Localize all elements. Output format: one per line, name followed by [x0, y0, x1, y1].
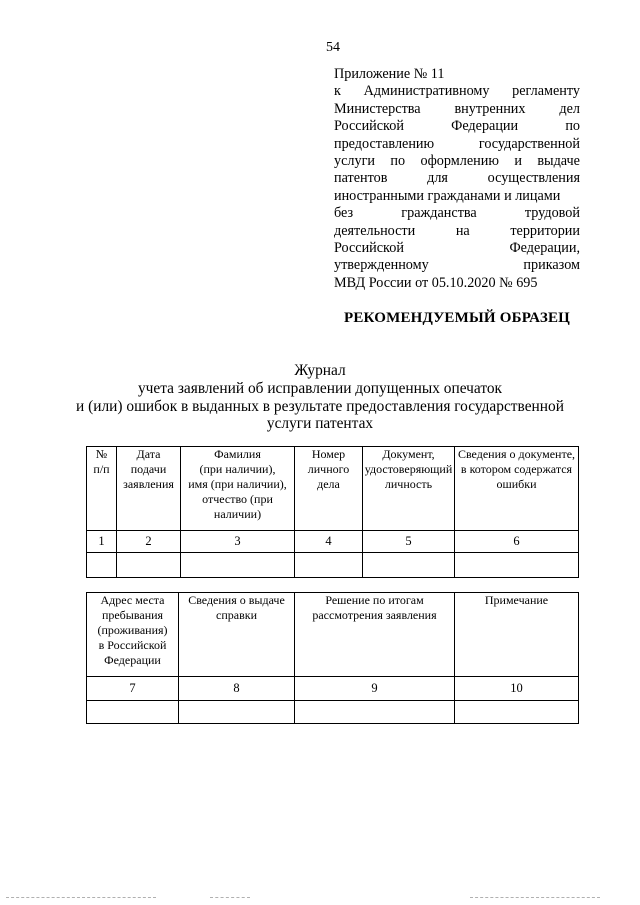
table-header-row: [87, 447, 579, 531]
appendix-line: [334, 223, 580, 240]
header-cell-note: Примечание: [455, 593, 579, 677]
word: государственной: [478, 135, 580, 152]
column-number: 10: [455, 677, 579, 701]
appendix-line: [334, 101, 580, 118]
empty-cell: [455, 701, 579, 724]
appendix-line: [334, 153, 580, 170]
word: осуществления: [487, 170, 580, 187]
journal-title-line: Журнал: [294, 362, 346, 379]
empty-cell: [179, 701, 295, 724]
word: Российской: [334, 118, 404, 135]
word: к: [334, 83, 341, 100]
appendix-line: [334, 83, 580, 100]
table-row: [87, 553, 579, 578]
word: дел: [559, 100, 580, 117]
word: Российской: [334, 240, 404, 257]
empty-cell: [117, 553, 181, 578]
journal-table-part-1: [86, 446, 579, 578]
word: для: [427, 170, 448, 187]
appendix-approval: МВД России от 05.10.2020 № 695: [334, 274, 538, 291]
empty-cell: [87, 553, 117, 578]
word: гражданства: [401, 205, 477, 222]
column-number: 1: [87, 531, 117, 553]
empty-cell: [363, 553, 455, 578]
empty-cell: [295, 553, 363, 578]
word: приказом: [523, 257, 580, 274]
column-number: 3: [181, 531, 295, 553]
column-number: 6: [455, 531, 579, 553]
appendix-line: [334, 136, 580, 153]
column-number: 2: [117, 531, 181, 553]
column-number-row: [87, 677, 579, 701]
journal-table-part-2: [86, 592, 579, 724]
journal-title-line: услуги патентах: [266, 415, 374, 433]
word: трудовой: [524, 205, 580, 222]
word: и: [514, 153, 522, 170]
appendix-line: [334, 257, 580, 274]
column-number-row: [87, 531, 579, 553]
word: Административному: [363, 83, 490, 100]
word: регламенту: [512, 83, 580, 100]
word: оформлению: [420, 153, 499, 170]
word: территории: [510, 222, 580, 239]
header-cell-erroneous-document: Сведения о документе, в котором содержатся ошибки: [455, 447, 579, 531]
word: Министерства: [334, 100, 421, 117]
header-cell-application-date: Дата подачи заявления: [117, 447, 181, 531]
header-cell-address: Адрес места пребывания (проживания) в Российской Федерации: [87, 593, 179, 677]
column-number: 9: [295, 677, 455, 701]
column-number: 8: [179, 677, 295, 701]
appendix-title: Приложение № 11: [334, 66, 445, 82]
word: утвержденному: [334, 257, 429, 274]
header-cell-identity-document: Документ, удостоверяющий личность: [363, 447, 455, 531]
empty-cell: [295, 701, 455, 724]
scan-edge-mark: [210, 897, 250, 899]
column-number: 5: [363, 531, 455, 553]
word: внутренних: [454, 100, 526, 117]
journal-title-line: учета заявлений об исправлении допущенных опечаток: [137, 379, 503, 397]
scan-edge-mark: [470, 897, 600, 899]
appendix-line: иностранными гражданами и лицами: [334, 187, 561, 204]
word: патентов: [334, 170, 388, 187]
header-cell-full-name: Фамилия (при наличии), имя (при наличии), отчество (при наличии): [181, 447, 295, 531]
word: по: [565, 118, 580, 135]
word: деятельности: [334, 222, 416, 239]
journal-title: [60, 362, 580, 433]
word: по: [390, 153, 406, 170]
word: выдаче: [537, 153, 580, 170]
table-row: [87, 701, 579, 724]
sample-label: РЕКОМЕНДУЕМЫЙ ОБРАЗЕЦ: [343, 310, 571, 326]
empty-cell: [181, 553, 295, 578]
word: предоставлению: [334, 135, 435, 152]
header-cell-number: № п/п: [87, 447, 117, 531]
table-header-row: [87, 593, 579, 677]
word: Федерации,: [509, 240, 580, 257]
page-number: 54: [326, 40, 340, 55]
appendix-line: [334, 205, 580, 222]
word: услуги: [334, 153, 375, 170]
appendix-line: [334, 118, 580, 135]
word: на: [455, 222, 470, 239]
appendix-line: [334, 240, 580, 257]
empty-cell: [87, 701, 179, 724]
empty-cell: [455, 553, 579, 578]
journal-title-line: и (или) ошибок в выданных в результате предоставления государственной: [76, 397, 564, 415]
column-number: 7: [87, 677, 179, 701]
appendix-line: [334, 170, 580, 187]
scan-edge-mark: [6, 897, 156, 899]
header-cell-file-number: Номер личного дела: [295, 447, 363, 531]
word: Федерации: [451, 118, 519, 135]
column-number: 4: [295, 531, 363, 553]
word: без: [334, 205, 354, 222]
header-cell-decision: Решение по итогам рассмотрения заявления: [295, 593, 455, 677]
header-cell-certificate-info: Сведения о выдаче справки: [179, 593, 295, 677]
appendix-block: [334, 66, 580, 292]
